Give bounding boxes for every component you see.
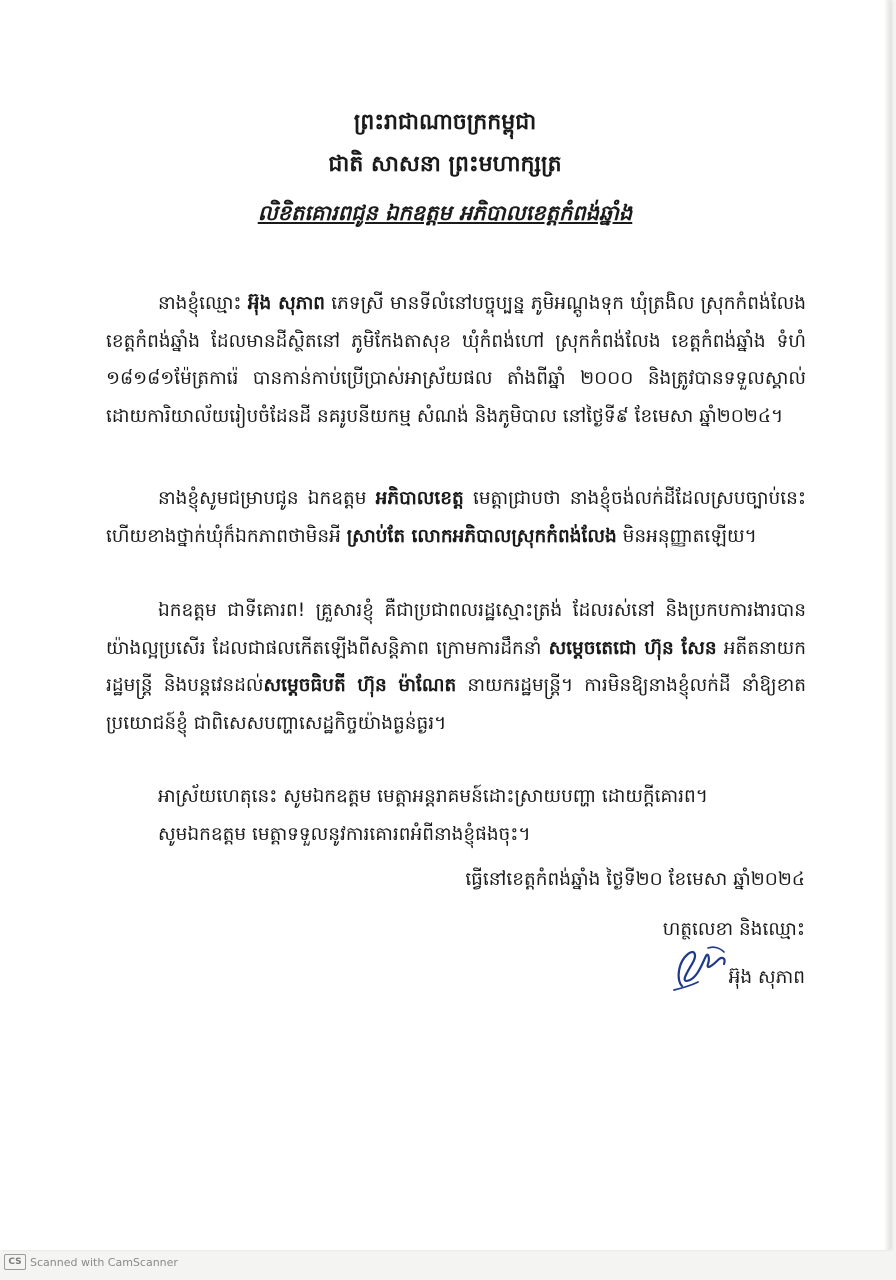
letter-subject: លិខិតគោរពជូន ឯកឧត្តម អភិបាលខេត្តកំពង់ឆ្នាំង xyxy=(257,201,633,225)
watermark-text: Scanned with CamScanner xyxy=(30,1255,178,1269)
p2-text-a: នាងខ្ញុំសូមជម្រាបជូន ឯកឧត្តម xyxy=(158,488,376,509)
paragraph-4: អាស្រ័យហេតុនេះ សូមឯកឧត្តម មេត្តាអន្តរាគមន៍ដោះស្រាយបញ្ហា ដោយក្តីគោរព។ xyxy=(158,786,708,807)
p2-text-c: មិនអនុញ្ញាតឡើយ។ xyxy=(616,525,757,547)
signature-label: ហត្ថលេខា និងឈ្មោះ xyxy=(662,919,805,940)
camscanner-watermark xyxy=(4,1254,178,1270)
date-line: ធ្វើនៅខេត្តកំពង់ឆ្នាំង ថ្ងៃទី២០ ខែមេសា ឆ្នាំ២០២៤ xyxy=(465,869,805,890)
paragraph-2 xyxy=(106,480,806,555)
paragraph-5: សូមឯកឧត្តម មេត្តាទទួលនូវការគោរពអំពីនាងខ្ញុំផងចុះ។ xyxy=(158,824,531,845)
p1-name: អ៊ុង សុភាព xyxy=(247,293,326,314)
p2-bold: ស្រាប់តែ លោកអភិបាលស្រុកកំពង់លែង xyxy=(346,525,617,547)
p3-text-b: អតីតនាយករដ្ឋមន្ត្រី និងបន្តវេនដល់ xyxy=(106,637,806,696)
p2-text-b: មេត្តាជ្រាបថា នាងខ្ញុំចង់លក់ដីដែលស្របច្បាប់នេះ ហើយខាងថ្នាក់ឃុំក៏ឯកភាពថាមិនអី xyxy=(106,488,806,547)
p2-title: អភិបាលខេត្ត xyxy=(375,488,464,509)
p3-text-c: នាយករដ្ឋមន្ត្រី។ ការមិនឱ្យនាងខ្ញុំលក់ដី នាំឱ្យខាតប្រយោជន៍ខ្ញុំ ជាពិសេសបញ្ហាសេដ្ឋកិច្ចយ៉ាងធ្ងន់ធ្ងរ។ xyxy=(106,675,806,734)
p3-leader-1: សម្តេចតេជោ ហ៊ុន សែន xyxy=(548,637,717,659)
camscanner-logo-icon: CS xyxy=(4,1254,26,1270)
p1-text-b: ភេទស្រី មានទីលំនៅបច្ចុប្បន្ន ភូមិអណ្តូងទុក ឃុំត្រងិល ស្រុកកំពង់លែង ខេត្តកំពង់ឆ្នាំង ដែលមានដីស្ថិតនៅ ភូមិកែងតាសុខ ឃុំកំពង់ហៅ ស្រុកកំពង់លែង ខេត្តកំពង់ឆ្នាំង ទំហំ ១៨១៨១ម៉ែត្រការ៉េ បានកាន់កាប់ប្រើប្រាស់អាស្រ័យផល តាំងពីឆ្នាំ ២០០០ និងត្រូវបានទទួលស្គាល់ដោយការិយាល័យរៀបចំដែនដី នគរូបនីយកម្ម សំណង់ និងភូមិបាល នៅថ្ងៃទី៩ ខែមេសា ឆ្នាំ២០២៤។ xyxy=(106,293,806,427)
signer-name: អ៊ុង សុភាព xyxy=(728,967,805,988)
p1-text-a: នាងខ្ញុំឈ្មោះ xyxy=(158,293,248,314)
motto-header: ជាតិ សាសនា ព្រះមហាក្សត្រ xyxy=(328,152,562,177)
paragraph-3 xyxy=(106,592,806,742)
p3-text-a: ឯកឧត្តម ជាទីគោរព! គ្រួសារខ្ញុំ គឺជាប្រជាពលរដ្ឋស្មោះត្រង់ ដែលរស់នៅ និងប្រកបការងារបានយ៉ាងល្អប្រសើរ ដែលជាផលកើតឡើងពីសន្តិភាព ក្រោមការដឹកនាំ xyxy=(106,600,806,659)
paragraph-1 xyxy=(106,285,806,435)
p3-leader-2: សម្តេចធិបតី ហ៊ុន ម៉ាណែត xyxy=(263,675,457,696)
kingdom-header: ព្រះរាជាណាចក្រកម្ពុជា xyxy=(353,110,537,135)
